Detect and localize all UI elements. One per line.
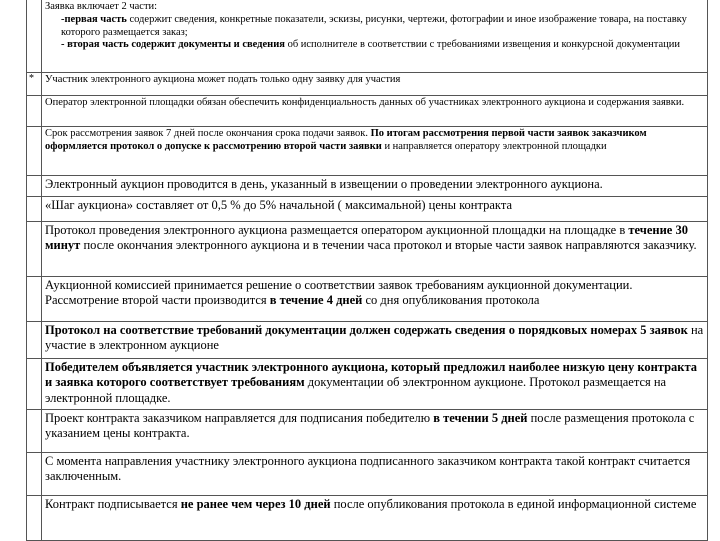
bold-text: Победителем объявляется участник электронного аукциона, который предложил наиболее низкую цену контракта и заявка которого соответствует требованиям (45, 360, 698, 390)
cell-text: после опубликования протокола в единой информационной системе (330, 497, 697, 511)
bold-text: Протокол на соответствие требований документации должен содержать сведения о порядковых номерах 5 заявок (45, 323, 688, 337)
table-row (27, 322, 707, 359)
table-cell (42, 73, 707, 95)
table-cell (42, 453, 707, 495)
row-marker-cell (27, 197, 42, 221)
cell-text: Проект контракта заказчиком направляется для подписания победителю (45, 411, 434, 425)
table-row (27, 410, 707, 453)
table-row (27, 127, 707, 176)
table-row (27, 0, 707, 73)
table-cell (42, 222, 707, 276)
table-row (27, 197, 707, 222)
bold-text: в течение 4 дней (269, 293, 363, 308)
table-row (27, 176, 707, 197)
bold-text: По итогам рассмотрения первой части заявок заказчиком оформляется протокол о допуске к рассмотрению второй части заявки (45, 128, 647, 152)
cell-text: Заявка включает 2 части: (45, 1, 158, 12)
row-marker-cell (27, 322, 42, 358)
bold-text: течение 30 минут (45, 223, 688, 253)
cell-text: С момента направления участнику электронного аукциона подписанного заказчиком контракта такой контракт считается заключенным. (45, 454, 691, 484)
asterisk-marker: * (29, 73, 34, 84)
cell-text: содержит сведения, конкретные показатели, эскизы, рисунки, чертежи, фотографии и иное изображение товара, на поставку которого размещается заказ; (61, 13, 687, 38)
table-row (27, 277, 707, 322)
cell-text: после размещения протокола с указанием цены контракта. (45, 411, 695, 441)
table-row (27, 96, 707, 127)
table-row (27, 73, 707, 96)
bold-text: - вторая часть содержит документы и сведения (61, 39, 285, 51)
cell-text: Контракт подписывается (45, 497, 181, 511)
cell-text: документации об электронном аукционе. Протокол размещается на электронной площадке. (45, 375, 667, 405)
table-cell (42, 176, 707, 196)
table-cell (42, 197, 707, 221)
row-marker-cell (27, 496, 42, 540)
row-marker-cell (27, 453, 42, 495)
table-row (27, 496, 707, 541)
table-cell (42, 496, 707, 540)
cell-text: Срок рассмотрения заявок 7 дней после окончания срока подачи заявок. (45, 128, 368, 139)
cell-text: Участник электронного аукциона может подать только одну заявку для участия (45, 74, 401, 85)
table-cell (42, 322, 707, 358)
cell-text: со дня опубликования протокола (362, 293, 540, 308)
row-marker-cell (27, 127, 42, 175)
cell-text: на участие в электронном аукционе (45, 323, 704, 353)
cell-text: Оператор электронной площадки обязан обеспечить конфиденциальность данных об участниках электронного аукциона и содержания заявки. (45, 97, 685, 108)
cell-text: и направляется оператору электронной площадки (381, 140, 607, 152)
cell-text: Электронный аукцион проводится в день, указанный в извещении о проведении электронного аукциона. (45, 177, 603, 191)
table-cell (42, 127, 707, 175)
table-cell (42, 410, 707, 452)
table-cell (42, 277, 707, 321)
table-row (27, 453, 707, 496)
row-marker-cell (27, 0, 42, 72)
cell-text: об исполнителе в соответствии с требованиями извещения и конкурсной документации (284, 39, 681, 51)
row-marker-cell (27, 73, 42, 95)
table-cell (42, 96, 707, 126)
cell-text: Аукционной комиссией принимается решение о соответствии заявок требованиям аукционной документации. Рассмотрение второй части производится (45, 278, 633, 308)
row-marker-cell (27, 410, 42, 452)
bold-text: не ранее чем через 10 дней (180, 497, 331, 511)
row-marker-cell (27, 277, 42, 321)
row-marker-cell (27, 222, 42, 276)
row-marker-cell (27, 359, 42, 409)
bold-text: в течении 5 дней (433, 411, 528, 425)
rules-table (26, 0, 708, 541)
table-cell (42, 359, 707, 409)
table-row (27, 359, 707, 410)
cell-text: «Шаг аукциона» составляет от 0,5 % до 5% начальной ( максимальной) цены контракта (45, 198, 512, 212)
row-marker-cell (27, 96, 42, 126)
cell-text: Протокол проведения электронного аукциона размещается оператором аукционной площадки на площадке в (45, 223, 629, 237)
table-row (27, 222, 707, 277)
bold-text: -первая часть (61, 13, 127, 25)
cell-text: после окончания электронного аукциона и в течении часа протокол и вторые части заявок направляются заказчику. (80, 238, 697, 253)
table-cell (42, 0, 707, 72)
row-marker-cell (27, 176, 42, 196)
